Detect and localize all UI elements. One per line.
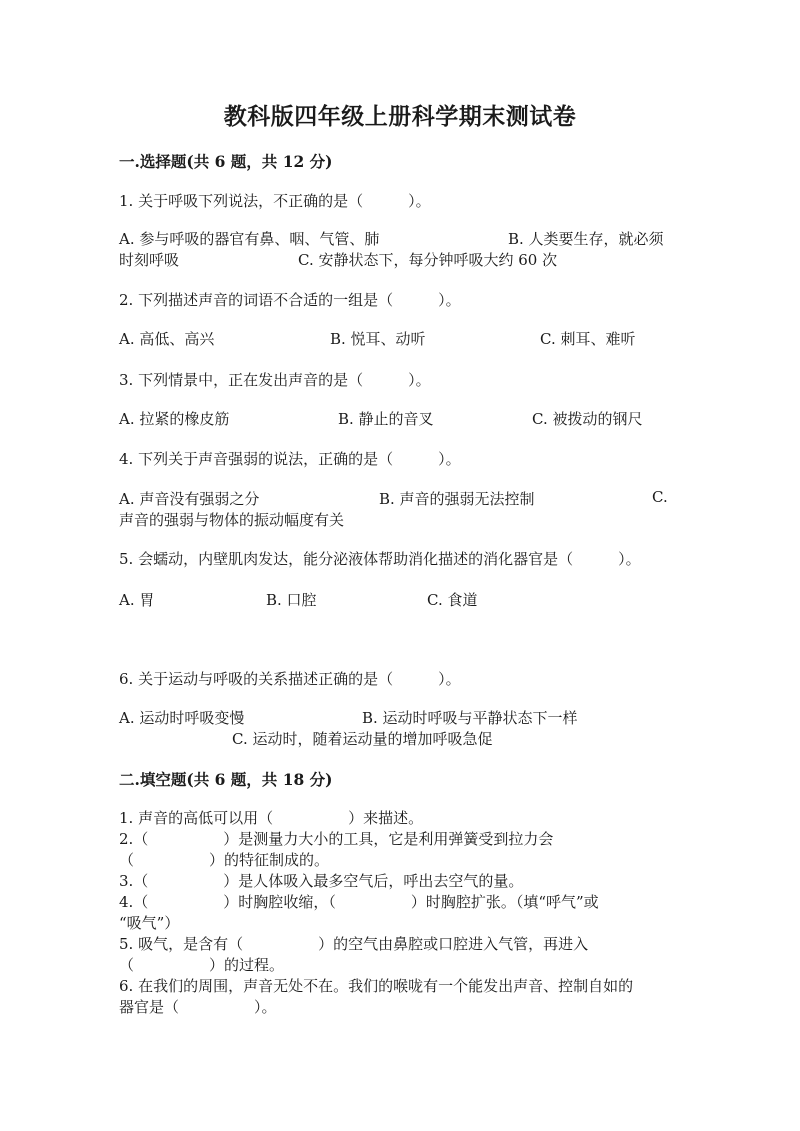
fill-in-line-6: “吸气”） — [119, 914, 180, 932]
question-6-option-b: B. 运动时呼吸与平静状态下一样 — [362, 709, 578, 727]
question-4-option-c: 声音的强弱与物体的振动幅度有关 — [119, 511, 345, 529]
question-5-option-a: A. 胃 — [119, 591, 155, 609]
question-6-option-c: C. 运动时，随着运动量的增加呼吸急促 — [232, 730, 493, 748]
section-heading-multiple-choice: 一.选择题(共 6 题，共 12 分) — [119, 152, 333, 171]
fill-in-line-7: 5. 吸气，是含有（ ）的空气由鼻腔或口腔进入气管，再进入 — [119, 935, 589, 953]
question-2-option-b: B. 悦耳、动听 — [330, 330, 426, 348]
fill-in-line-5: 4.（ ）时胸腔收缩，（ ）时胸腔扩张。（填“呼气”或 — [119, 893, 599, 911]
question-1-stem: 1. 关于呼吸下列说法，不正确的是（ ）。 — [119, 192, 431, 210]
question-2-option-a: A. 高低、高兴 — [119, 330, 215, 348]
question-4-option-b: B. 声音的强弱无法控制 — [379, 490, 535, 508]
question-6-option-a: A. 运动时呼吸变慢 — [119, 709, 245, 727]
question-3-option-c: C. 被拨动的钢尺 — [532, 410, 643, 428]
question-5-option-b: B. 口腔 — [266, 591, 317, 609]
question-5-option-c: C. 食道 — [427, 591, 478, 609]
question-4-option-c-label: C. — [652, 488, 668, 506]
question-2-stem: 2. 下列描述声音的词语不合适的一组是（ ）。 — [119, 291, 461, 309]
question-3-stem: 3. 下列情景中，正在发出声音的是（ ）。 — [119, 371, 431, 389]
question-4-option-a: A. 声音没有强弱之分 — [119, 490, 260, 508]
exam-title: 教科版四年级上册科学期末测试卷 — [223, 103, 577, 130]
question-4-stem: 4. 下列关于声音强弱的说法，正确的是（ ）。 — [119, 450, 461, 468]
fill-in-line-1: 1. 声音的高低可以用（ ）来描述。 — [119, 809, 424, 827]
section-heading-fill-in-blank: 二.填空题(共 6 题，共 18 分) — [119, 770, 333, 789]
fill-in-line-2: 2.（ ）是测量力大小的工具，它是利用弹簧受到拉力会 — [119, 830, 554, 848]
question-1-option-b-continued: 时刻呼吸 — [119, 251, 180, 269]
question-1-option-a: A. 参与呼吸的器官有鼻、咽、气管、肺 — [119, 230, 380, 248]
question-1-option-c: C. 安静状态下，每分钟呼吸大约 60 次 — [298, 251, 558, 269]
fill-in-line-9: 6. 在我们的周围，声音无处不在。我们的喉咙有一个能发出声音、控制自如的 — [119, 977, 634, 995]
question-3-option-a: A. 拉紧的橡皮筋 — [119, 410, 230, 428]
fill-in-line-4: 3.（ ）是人体吸入最多空气后，呼出去空气的量。 — [119, 872, 524, 890]
question-6-stem: 6. 关于运动与呼吸的关系描述正确的是（ ）。 — [119, 670, 461, 688]
question-1-option-b: B. 人类要生存，就必须 — [508, 230, 664, 248]
question-2-option-c: C. 刺耳、难听 — [540, 330, 636, 348]
fill-in-line-8: （ ）的过程。 — [119, 956, 285, 974]
fill-in-line-10: 器官是（ ）。 — [119, 998, 277, 1016]
question-3-option-b: B. 静止的音叉 — [338, 410, 434, 428]
question-5-stem: 5. 会蠕动，内壁肌肉发达，能分泌液体帮助消化描述的消化器官是（ ）。 — [119, 550, 641, 568]
fill-in-line-3: （ ）的特征制成的。 — [119, 851, 330, 869]
